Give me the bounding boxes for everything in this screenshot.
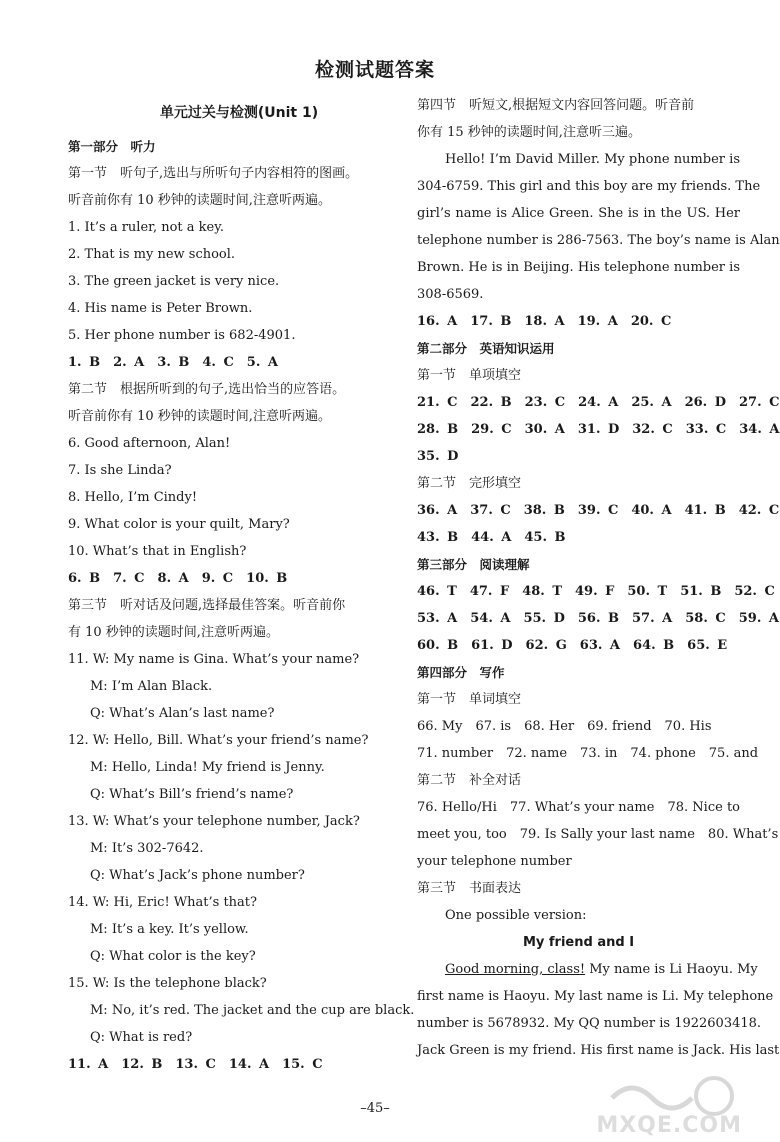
answer-line: your telephone number <box>417 854 572 869</box>
answer-line: meet you, too 79. Is Sally your last name 80. What’s <box>417 827 779 842</box>
list-item: 2. That is my new school. <box>68 247 236 262</box>
part-heading: 第二部分 英语知识运用 <box>417 341 555 356</box>
answer-line: 28. B 29. C 30. A 31. D 32. C 33. C 34. A <box>417 422 780 437</box>
answer-line: 6. B 7. C 8. A 9. C 10. B <box>68 571 288 586</box>
watermark-text: MXQE.COM <box>596 1113 742 1138</box>
dialog-line: 15. W: Is the telephone black? <box>68 976 267 991</box>
answer-line: 76. Hello/Hi 77. What’s your name 78. Nice to <box>417 800 740 815</box>
section-instruction: 有 10 秒钟的读题时间,注意听两遍。 <box>68 625 279 640</box>
section-instruction: 第二节 根据所听到的句子,选出恰当的应答语。 <box>68 382 346 397</box>
part-heading: 第三部分 阅读理解 <box>417 557 530 572</box>
passage-line: 304-6759. This girl and this boy are my friends. The <box>417 179 761 194</box>
dialog-line: M: No, it’s red. The jacket and the cup are black. <box>90 1003 415 1018</box>
answer-line: 60. B 61. D 62. G 63. A 64. B 65. E <box>417 638 728 653</box>
essay-line: Jack Green is my friend. His first name is Jack. His last <box>417 1043 780 1058</box>
section-heading: 第三节 书面表达 <box>417 881 522 896</box>
dialog-line: 12. W: Hello, Bill. What’s your friend’s name? <box>68 733 369 748</box>
section-instruction: 你有 15 秒钟的读题时间,注意听三遍。 <box>417 125 641 140</box>
list-item: 5. Her phone number is 682-4901. <box>68 328 296 343</box>
list-item: 10. What’s that in English? <box>68 544 247 559</box>
passage-line: 308-6569. <box>417 287 484 302</box>
right-column <box>417 92 780 1064</box>
list-item: 6. Good afternoon, Alan! <box>68 436 231 451</box>
unit-title: 单元过关与检测(Unit 1) <box>159 105 319 121</box>
part-heading: 第四部分 写作 <box>417 665 505 680</box>
answer-line: 1. B 2. A 3. B 4. C 5. A <box>68 355 278 370</box>
section-heading: 第一节 单词填空 <box>417 692 522 707</box>
section-instruction: 第三节 听对话及问题,选择最佳答案。听音前你 <box>68 598 346 613</box>
essay-line-rest: My name is Li Haoyu. My <box>585 962 758 977</box>
essay-title: My friend and I <box>522 935 635 950</box>
section-instruction: 第一节 听句子,选出与所听句子内容相符的图画。 <box>68 166 359 181</box>
section-heading: 第二节 补全对话 <box>417 773 522 788</box>
dialog-line: M: It’s 302-7642. <box>90 841 204 856</box>
answer-line: 16. A 17. B 18. A 19. A 20. C <box>417 314 672 329</box>
section-instruction: 听音前你有 10 秒钟的读题时间,注意听两遍。 <box>68 409 331 424</box>
essay-line <box>417 956 758 983</box>
dialog-line: 11. W: My name is Gina. What’s your name? <box>68 652 360 667</box>
dialog-line: 14. W: Hi, Eric! What’s that? <box>68 895 257 910</box>
dialog-line: Q: What color is the key? <box>90 949 256 964</box>
passage-line: telephone number is 286-7563. The boy’s name is Alan <box>417 233 780 248</box>
list-item: 4. His name is Peter Brown. <box>68 301 253 316</box>
passage-line: Hello! I’m David Miller. My phone number is <box>445 152 740 167</box>
list-item: 1. It’s a ruler, not a key. <box>68 220 224 235</box>
section-instruction: 听音前你有 10 秒钟的读题时间,注意听两遍。 <box>68 193 331 208</box>
answer-line: 53. A 54. A 55. D 56. B 57. A 58. C 59. A <box>417 611 779 626</box>
dialog-line: M: I’m Alan Black. <box>90 679 213 694</box>
passage-line: girl’s name is Alice Green. She is in the US. Her <box>417 206 740 221</box>
answer-line: 66. My 67. is 68. Her 69. friend 70. His <box>417 719 712 734</box>
part-heading: 第一部分 听力 <box>68 139 156 154</box>
dialog-line: Q: What’s Bill’s friend’s name? <box>90 787 294 802</box>
answer-line: 43. B 44. A 45. B <box>417 530 566 545</box>
list-item: 8. Hello, I’m Cindy! <box>68 490 198 505</box>
list-item: 7. Is she Linda? <box>68 463 172 478</box>
section-heading: 第二节 完形填空 <box>417 476 522 491</box>
watermark <box>592 1068 742 1138</box>
list-item: 3. The green jacket is very nice. <box>68 274 280 289</box>
dialog-line: M: Hello, Linda! My friend is Jenny. <box>90 760 325 775</box>
answer-line: 71. number 72. name 73. in 74. phone 75. and <box>417 746 759 761</box>
dialog-line: 13. W: What’s your telephone number, Jack? <box>68 814 360 829</box>
page-number: –45– <box>360 1101 390 1116</box>
list-item: 9. What color is your quilt, Mary? <box>68 517 290 532</box>
essay-line: number is 5678932. My QQ number is 1922603418. <box>417 1016 762 1031</box>
answer-line: 11. A 12. B 13. C 14. A 15. C <box>68 1057 323 1072</box>
dialog-line: Q: What’s Alan’s last name? <box>90 706 275 721</box>
dialog-line: Q: What’s Jack’s phone number? <box>90 868 305 883</box>
essay-greeting: Good morning, class! <box>445 962 586 977</box>
essay-line: first name is Haoyu. My last name is Li. My telephone <box>417 989 774 1004</box>
passage-line: Brown. He is in Beijing. His telephone number is <box>417 260 740 275</box>
section-instruction: 第四节 听短文,根据短文内容回答问题。听音前 <box>417 98 695 113</box>
dialog-line: Q: What is red? <box>90 1030 193 1045</box>
answer-line: 21. C 22. B 23. C 24. A 25. A 26. D 27. C <box>417 395 780 410</box>
dialog-line: M: It’s a key. It’s yellow. <box>90 922 249 937</box>
page-title: 检测试题答案 <box>314 59 435 81</box>
answer-line: 46. T 47. F 48. T 49. F 50. T 51. B 52. C <box>417 584 775 599</box>
left-column <box>68 93 415 1078</box>
section-heading: 第一节 单项填空 <box>417 368 522 383</box>
version-label: One possible version: <box>445 908 587 923</box>
answer-line: 35. D <box>417 449 459 464</box>
answer-line: 36. A 37. C 38. B 39. C 40. A 41. B 42. C <box>417 503 780 518</box>
